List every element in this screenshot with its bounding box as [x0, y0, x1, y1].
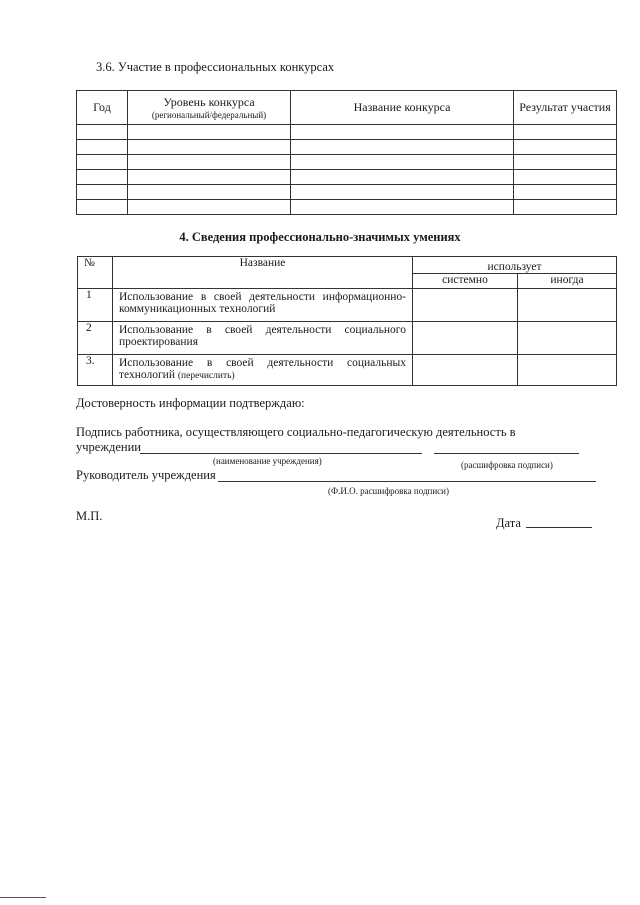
header-name: Название — [113, 257, 413, 289]
table-row — [77, 155, 617, 170]
row-name — [113, 289, 413, 322]
row-num: 1 — [78, 289, 113, 322]
signature-line — [434, 453, 579, 454]
head-signature-line — [218, 481, 596, 482]
header-level-label: Уровень конкурса — [163, 95, 255, 109]
header-level-sub: (региональный/федеральный) — [151, 110, 267, 120]
footer-rule — [0, 897, 46, 898]
header-uses: использует — [413, 257, 617, 274]
row-num: 3. — [78, 355, 113, 386]
confirm-text: Достоверность информации подтверждаю: — [76, 396, 305, 410]
caption-signature: (расшифровка подписи) — [461, 460, 553, 470]
signature-label-line1: Подпись работника, осуществляющего социально-педагогическую деятельность в — [76, 425, 516, 439]
caption-institution: (наименование учреждения) — [213, 456, 322, 466]
skills-header-row — [78, 257, 617, 274]
section-3-6-title: 3.6. Участие в профессиональных конкурсах — [96, 60, 335, 74]
row-num: 2 — [78, 322, 113, 355]
competitions-table — [76, 90, 617, 215]
table-row — [77, 125, 617, 140]
caption-fio: (Ф.И.О. расшифровка подписи) — [328, 486, 449, 496]
row-text: Использование в своей деятельности социального проектирования — [119, 324, 406, 348]
row-text: Использование в своей деятельности информационно-коммуникационных технологий — [119, 291, 406, 315]
table-row — [78, 355, 617, 386]
row-name — [113, 322, 413, 355]
header-result: Результат участия — [514, 91, 617, 125]
table-row — [77, 200, 617, 215]
header-competition-name: Название конкурса — [291, 91, 514, 125]
table-row — [77, 185, 617, 200]
skills-table — [77, 256, 617, 386]
header-level — [128, 91, 291, 125]
section-4-title: 4. Сведения профессионально-значимых умениях — [179, 230, 461, 244]
head-label: Руководитель учреждения — [76, 468, 216, 482]
date-line — [526, 527, 592, 528]
competitions-header-row — [77, 91, 617, 125]
date-label: Дата — [496, 516, 521, 530]
table-row — [77, 140, 617, 155]
row-note: (перечислить) — [177, 371, 235, 381]
header-num: № — [78, 257, 113, 289]
table-row — [78, 322, 617, 355]
row-name — [113, 355, 413, 386]
header-systematic: системно — [413, 274, 518, 289]
table-row — [77, 170, 617, 185]
institution-line — [140, 453, 422, 454]
header-sometimes: иногда — [518, 274, 617, 289]
signature-label-line2: учреждении — [76, 440, 141, 454]
header-year: Год — [77, 91, 128, 125]
table-row — [78, 289, 617, 322]
row-text: Использование в своей деятельности социальных технологий — [119, 357, 406, 381]
mp-label: М.П. — [76, 509, 103, 523]
